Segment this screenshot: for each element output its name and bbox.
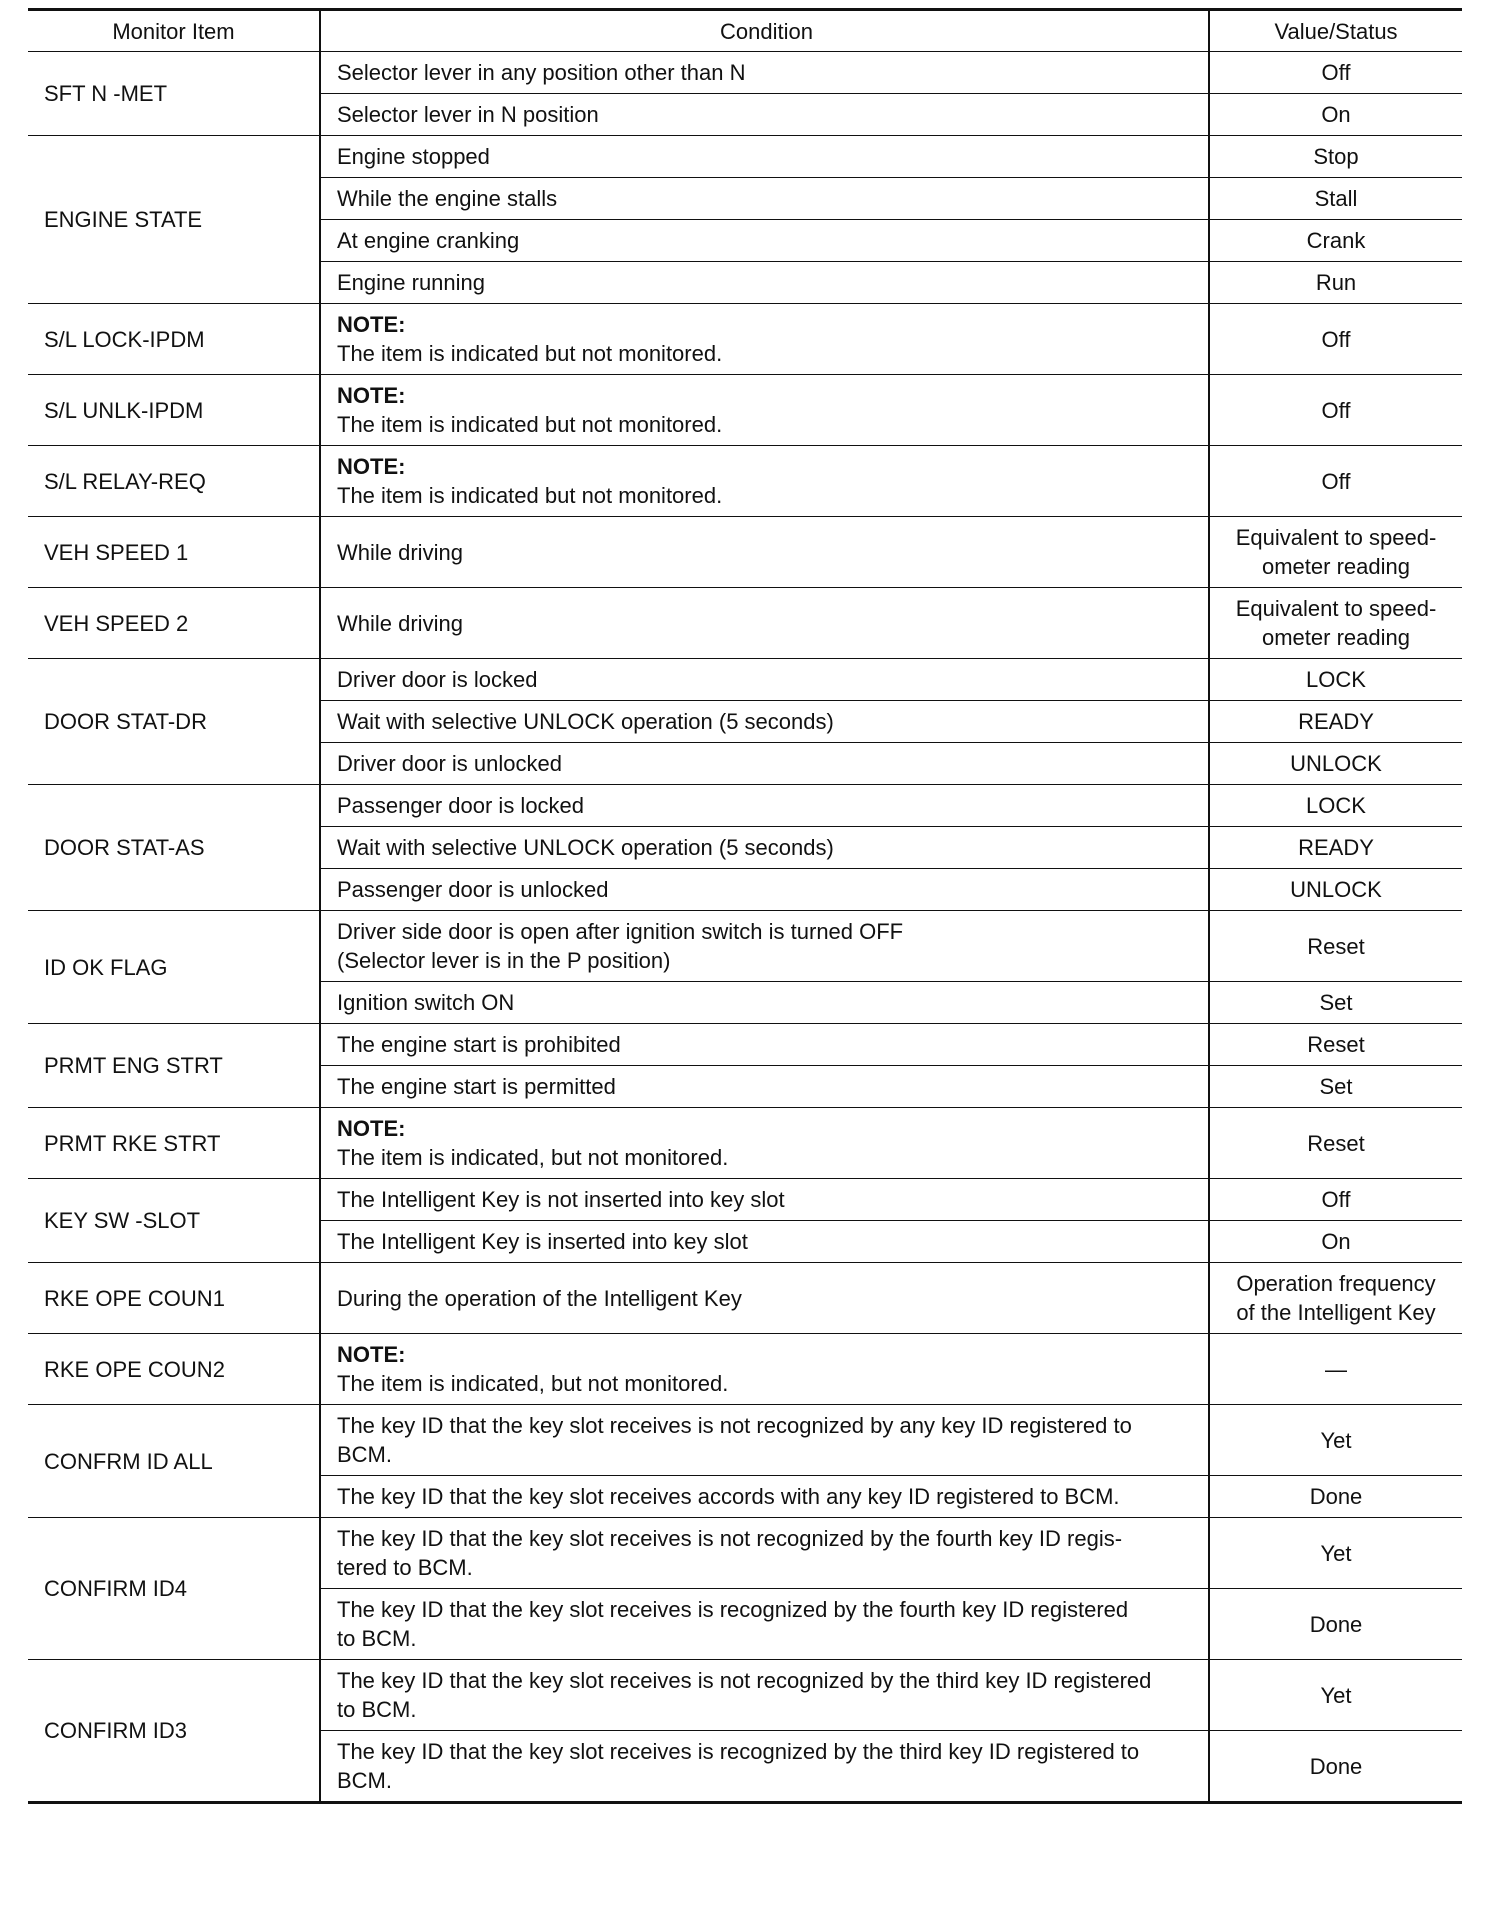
header-monitor-item: Monitor Item: [28, 10, 320, 52]
condition-cell: While driving: [320, 588, 1209, 659]
monitor-item-cell: S/L LOCK-IPDM: [28, 304, 320, 375]
monitor-item-cell: CONFIRM ID3: [28, 1660, 320, 1803]
value-line: Equivalent to speed-: [1235, 596, 1437, 621]
value-status-cell: READY: [1209, 827, 1462, 869]
condition-line: The key ID that the key slot receives is recognized by the third key ID registered to: [337, 1739, 1140, 1764]
table-row: [28, 659, 1462, 701]
condition-cell: Passenger door is unlocked: [320, 869, 1209, 911]
value-status-cell: Off: [1209, 52, 1462, 94]
condition-cell: While driving: [320, 517, 1209, 588]
monitor-item-cell: VEH SPEED 2: [28, 588, 320, 659]
condition-cell: [320, 1108, 1209, 1179]
table-row: [28, 375, 1462, 446]
condition-line: tered to BCM.: [337, 1555, 473, 1580]
table-row: [28, 517, 1462, 588]
table-row: [28, 136, 1462, 178]
condition-cell: Driver door is locked: [320, 659, 1209, 701]
condition-cell: During the operation of the Intelligent Key: [320, 1263, 1209, 1334]
condition-cell: [320, 1518, 1209, 1589]
condition-line: The key ID that the key slot receives is recognized by the fourth key ID registered: [337, 1597, 1129, 1622]
value-status-cell: Set: [1209, 982, 1462, 1024]
value-status-cell: Yet: [1209, 1405, 1462, 1476]
condition-cell: [320, 375, 1209, 446]
condition-cell: [320, 1731, 1209, 1803]
value-status-cell: READY: [1209, 701, 1462, 743]
condition-cell: [320, 1660, 1209, 1731]
table-row: [28, 1405, 1462, 1476]
monitor-item-cell: KEY SW -SLOT: [28, 1179, 320, 1263]
note-text: The item is indicated but not monitored.: [337, 341, 723, 366]
note-text: The item is indicated, but not monitored.: [337, 1145, 729, 1170]
value-status-cell: [1209, 1263, 1462, 1334]
value-line: ometer reading: [1262, 625, 1410, 650]
monitor-item-cell: VEH SPEED 1: [28, 517, 320, 588]
condition-cell: The engine start is prohibited: [320, 1024, 1209, 1066]
value-status-cell: Reset: [1209, 1108, 1462, 1179]
monitor-item-cell: ID OK FLAG: [28, 911, 320, 1024]
value-status-cell: Yet: [1209, 1518, 1462, 1589]
condition-cell: Passenger door is locked: [320, 785, 1209, 827]
condition-line: The key ID that the key slot receives is not recognized by the fourth key ID regis-: [337, 1526, 1123, 1551]
note-label: NOTE:: [337, 1116, 406, 1141]
value-status-cell: Reset: [1209, 1024, 1462, 1066]
header-condition: Condition: [320, 10, 1209, 52]
condition-cell: The key ID that the key slot receives accords with any key ID registered to BCM.: [320, 1476, 1209, 1518]
table-row: [28, 52, 1462, 94]
note-label: NOTE:: [337, 383, 406, 408]
value-status-cell: Stall: [1209, 178, 1462, 220]
value-status-cell: UNLOCK: [1209, 869, 1462, 911]
table-row: [28, 1518, 1462, 1589]
condition-cell: The Intelligent Key is not inserted into key slot: [320, 1179, 1209, 1221]
table-row: [28, 1108, 1462, 1179]
value-status-cell: On: [1209, 1221, 1462, 1263]
value-status-cell: [1209, 588, 1462, 659]
condition-line: to BCM.: [337, 1697, 417, 1722]
condition-cell: Engine stopped: [320, 136, 1209, 178]
note-text: The item is indicated but not monitored.: [337, 412, 723, 437]
value-status-cell: Crank: [1209, 220, 1462, 262]
monitor-item-cell: PRMT ENG STRT: [28, 1024, 320, 1108]
condition-cell: Ignition switch ON: [320, 982, 1209, 1024]
condition-cell: [320, 1334, 1209, 1405]
table-row: [28, 1334, 1462, 1405]
table-row: [28, 1179, 1462, 1221]
value-status-cell: Stop: [1209, 136, 1462, 178]
header-value-status: Value/Status: [1209, 10, 1462, 52]
condition-line: Driver side door is open after ignition switch is turned OFF: [337, 919, 904, 944]
monitor-item-cell: DOOR STAT-DR: [28, 659, 320, 785]
value-status-cell: Off: [1209, 1179, 1462, 1221]
value-status-cell: Off: [1209, 446, 1462, 517]
monitor-item-cell: S/L RELAY-REQ: [28, 446, 320, 517]
monitor-item-cell: S/L UNLK-IPDM: [28, 375, 320, 446]
condition-cell: Driver door is unlocked: [320, 743, 1209, 785]
monitor-item-cell: SFT N -MET: [28, 52, 320, 136]
table-row: [28, 1024, 1462, 1066]
value-status-cell: Done: [1209, 1476, 1462, 1518]
table-row: [28, 588, 1462, 659]
value-status-cell: Run: [1209, 262, 1462, 304]
table-row: [28, 446, 1462, 517]
condition-line: The key ID that the key slot receives is not recognized by any key ID registered to: [337, 1413, 1132, 1438]
value-status-cell: [1209, 517, 1462, 588]
value-status-cell: UNLOCK: [1209, 743, 1462, 785]
condition-line: (Selector lever is in the P position): [337, 948, 671, 973]
value-line: Operation frequency: [1236, 1271, 1436, 1296]
monitor-item-cell: DOOR STAT-AS: [28, 785, 320, 911]
condition-line: to BCM.: [337, 1626, 417, 1651]
value-status-cell: LOCK: [1209, 659, 1462, 701]
condition-line: BCM.: [337, 1442, 392, 1467]
value-status-cell: —: [1209, 1334, 1462, 1405]
monitor-item-cell: CONFIRM ID4: [28, 1518, 320, 1660]
value-status-cell: Off: [1209, 304, 1462, 375]
value-line: Equivalent to speed-: [1235, 525, 1437, 550]
condition-cell: [320, 304, 1209, 375]
monitor-item-cell: PRMT RKE STRT: [28, 1108, 320, 1179]
condition-cell: Wait with selective UNLOCK operation (5 seconds): [320, 827, 1209, 869]
condition-cell: At engine cranking: [320, 220, 1209, 262]
table-row: [28, 304, 1462, 375]
condition-cell: Wait with selective UNLOCK operation (5 seconds): [320, 701, 1209, 743]
monitor-item-cell: RKE OPE COUN1: [28, 1263, 320, 1334]
condition-cell: [320, 911, 1209, 982]
value-status-cell: Reset: [1209, 911, 1462, 982]
condition-cell: The engine start is permitted: [320, 1066, 1209, 1108]
condition-line: BCM.: [337, 1768, 392, 1793]
condition-cell: [320, 1589, 1209, 1660]
condition-line: The key ID that the key slot receives is not recognized by the third key ID registered: [337, 1668, 1152, 1693]
value-status-cell: On: [1209, 94, 1462, 136]
value-status-cell: LOCK: [1209, 785, 1462, 827]
value-status-cell: Done: [1209, 1731, 1462, 1803]
note-label: NOTE:: [337, 454, 406, 479]
note-text: The item is indicated but not monitored.: [337, 483, 723, 508]
condition-cell: The Intelligent Key is inserted into key slot: [320, 1221, 1209, 1263]
condition-cell: Selector lever in any position other than N: [320, 52, 1209, 94]
value-line: ometer reading: [1262, 554, 1410, 579]
note-label: NOTE:: [337, 1342, 406, 1367]
monitor-item-cell: ENGINE STATE: [28, 136, 320, 304]
note-text: The item is indicated, but not monitored.: [337, 1371, 729, 1396]
monitor-item-table: [28, 8, 1462, 1804]
condition-cell: While the engine stalls: [320, 178, 1209, 220]
value-line: of the Intelligent Key: [1236, 1300, 1436, 1325]
value-status-cell: Done: [1209, 1589, 1462, 1660]
monitor-item-cell: CONFRM ID ALL: [28, 1405, 320, 1518]
table-row: [28, 785, 1462, 827]
condition-cell: [320, 1405, 1209, 1476]
value-status-cell: Set: [1209, 1066, 1462, 1108]
condition-cell: [320, 446, 1209, 517]
table-row: [28, 911, 1462, 982]
table-row: [28, 1263, 1462, 1334]
value-status-cell: Yet: [1209, 1660, 1462, 1731]
table-row: [28, 1660, 1462, 1731]
condition-cell: Selector lever in N position: [320, 94, 1209, 136]
monitor-item-cell: RKE OPE COUN2: [28, 1334, 320, 1405]
condition-cell: Engine running: [320, 262, 1209, 304]
header-row: [28, 10, 1462, 52]
value-status-cell: Off: [1209, 375, 1462, 446]
note-label: NOTE:: [337, 312, 406, 337]
